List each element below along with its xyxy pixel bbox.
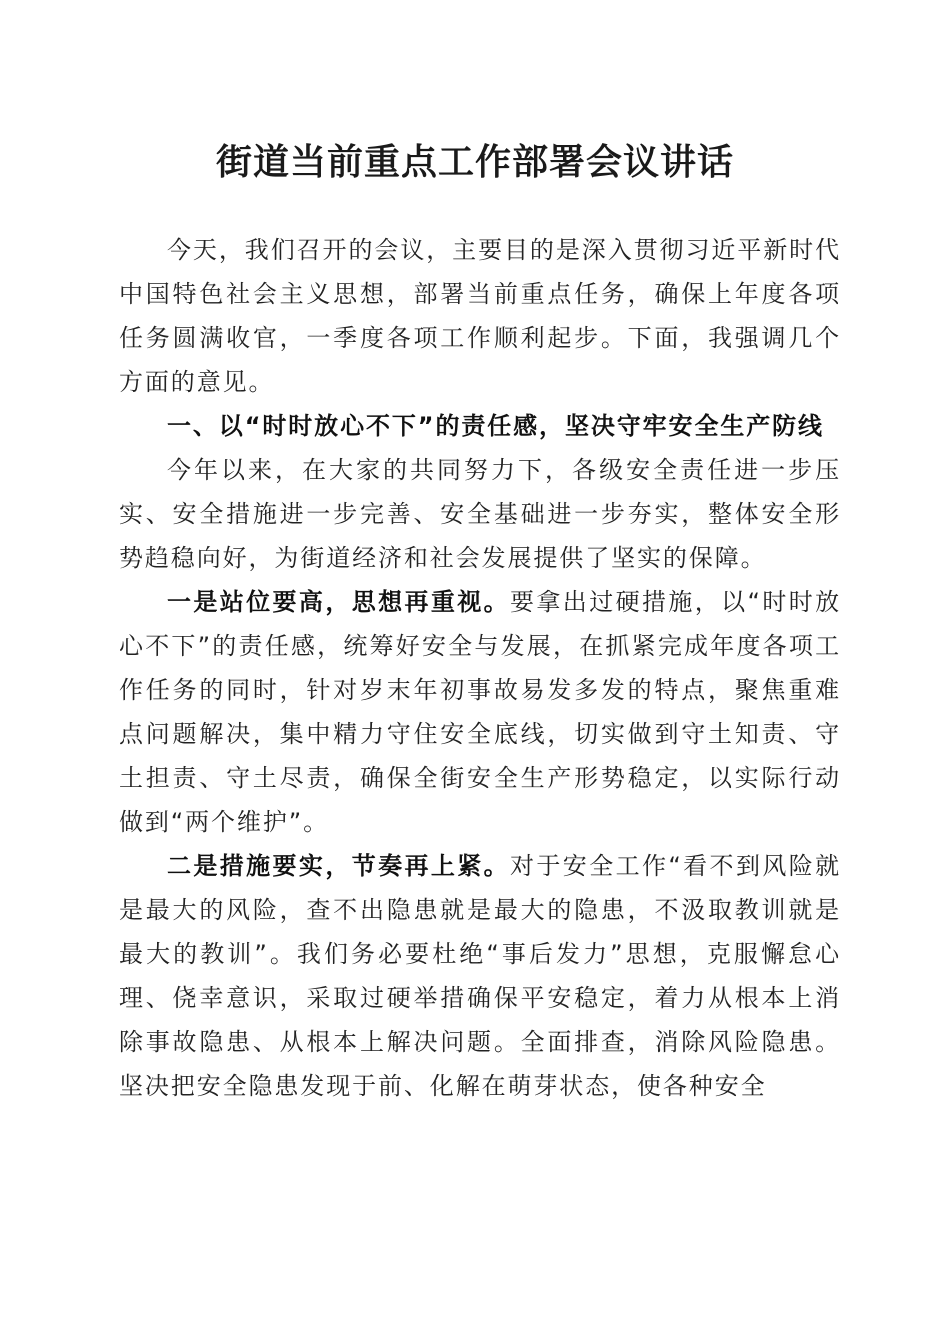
section-paragraph: 今年以来，在大家的共同努力下，各级安全责任进一步压实、安全措施进一步完善、安全基础进一步夯实，整体安全形势趋稳向好，为街道经济和社会发展提供了坚实的保障。 [119,456,841,572]
section-heading: 一、以“时时放心不下”的责任感，坚决守牢安全生产防线 [167,412,824,440]
point-paragraph [119,844,841,1108]
point-text: 对于安全工作“看不到风险就是最大的风险，查不出隐患就是最大的隐患，不汲取教训就是最大的教训”。我们务必要杜绝“事后发力”思想，克服懈怠心理、侥幸意识，采取过硬举措确保平安稳定，着力从根本上消除事故隐患、从根本上解决问题。全面排查，消除风险隐患。坚决把安全隐患发现于前、化解在萌芽状态，使各种安全 [119,852,841,1100]
point-lead: 一是站位要高，思想再重视。 [167,588,511,616]
document-title: 街道当前重点工作部署会议讲话 [215,141,734,183]
point-paragraph [119,580,841,844]
point-text: 要拿出过硬措施，以“时时放心不下”的责任感，统筹好安全与发展，在抓紧完成年度各项工作任务的同时，针对岁末年初事故易发多发的特点，聚焦重难点问题解决，集中精力守住安全底线，切实做到守土知责、守土担责、守土尽责，确保全街安全生产形势稳定，以实际行动做到“两个维护”。 [119,588,841,836]
intro-paragraph: 今天，我们召开的会议，主要目的是深入贯彻习近平新时代中国特色社会主义思想，部署当前重点任务，确保上年度各项任务圆满收官，一季度各项工作顺利起步。下面，我强调几个方面的意见。 [119,236,841,396]
point-lead: 二是措施要实，节奏再上紧。 [167,852,511,880]
document-body [119,228,841,1108]
